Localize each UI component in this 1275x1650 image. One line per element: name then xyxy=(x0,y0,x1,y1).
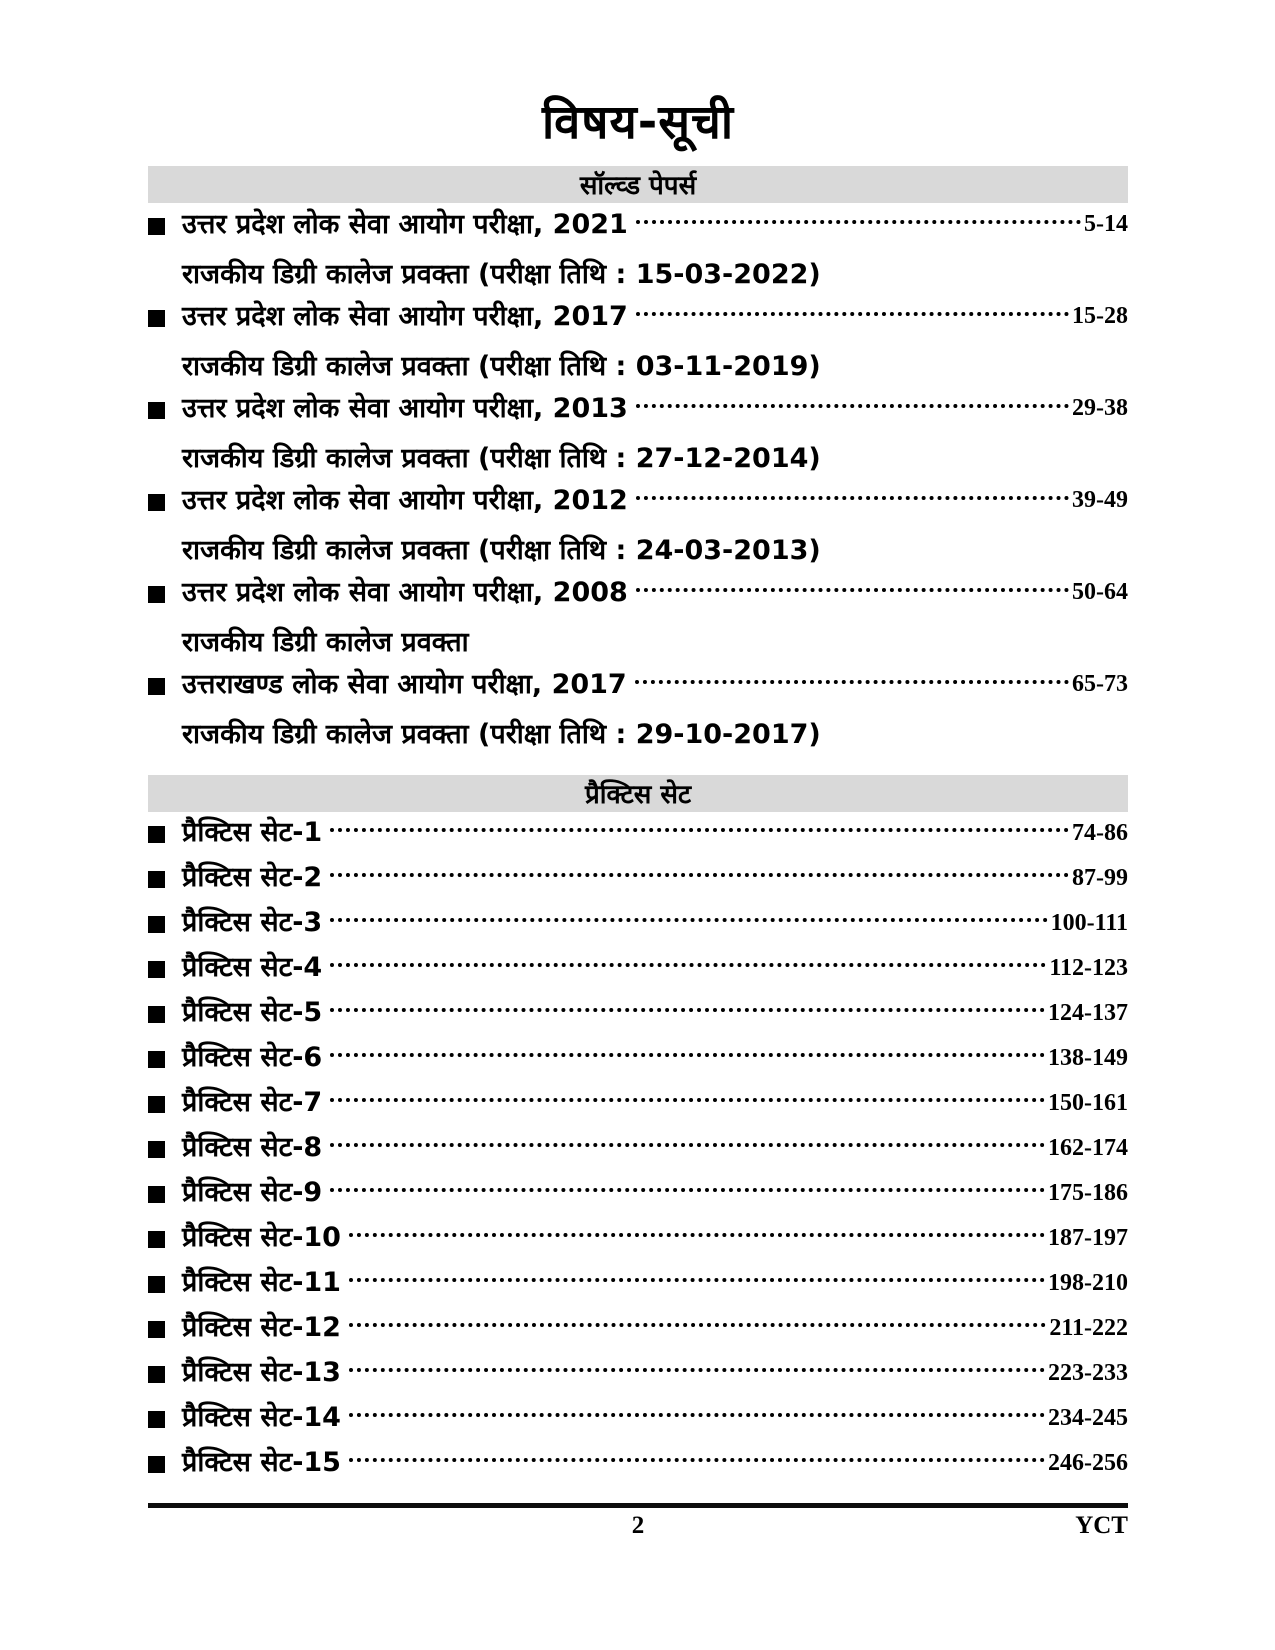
section-heading-banner xyxy=(148,775,1128,812)
toc-entry-main-row xyxy=(148,1262,1128,1307)
entry-page-range: 15-28 xyxy=(1072,303,1128,330)
entry-title: प्रैक्टिस सेट-1 xyxy=(182,817,323,849)
toc-entry xyxy=(148,1397,1128,1442)
toc-entry xyxy=(148,203,1128,295)
toc-entry xyxy=(148,1172,1128,1217)
dotted-leader xyxy=(330,1008,1045,1012)
bullet-square-icon xyxy=(148,218,165,235)
dotted-leader xyxy=(349,1368,1045,1372)
toc-sections xyxy=(148,166,1128,1487)
toc-entry-main-row xyxy=(148,1217,1128,1262)
dotted-leader xyxy=(636,312,1069,316)
entry-page-range: 74-86 xyxy=(1072,819,1128,846)
entry-title: प्रैक्टिस सेट-8 xyxy=(182,1132,323,1164)
entry-page-range: 162-174 xyxy=(1048,1134,1128,1161)
toc-entry-main-row xyxy=(148,992,1128,1037)
dotted-leader xyxy=(330,963,1046,967)
entry-title: उत्तर प्रदेश लोक सेवा आयोग परीक्षा, 2008 xyxy=(182,576,628,608)
toc-entry-main-row xyxy=(148,1442,1128,1487)
bullet-square-icon xyxy=(148,916,165,933)
bullet-square-icon xyxy=(148,494,165,511)
section-heading: प्रैक्टिस सेट xyxy=(584,779,692,810)
toc-content xyxy=(148,0,1128,1552)
toc-entry xyxy=(148,1217,1128,1262)
entry-page-range: 87-99 xyxy=(1072,864,1128,891)
entry-title: प्रैक्टिस सेट-11 xyxy=(182,1267,341,1299)
bullet-square-icon xyxy=(148,1321,165,1338)
bullet-square-icon xyxy=(148,1186,165,1203)
dotted-leader xyxy=(330,1098,1045,1102)
entry-title: उत्तर प्रदेश लोक सेवा आयोग परीक्षा, 2017 xyxy=(182,300,628,332)
bullet-square-icon xyxy=(148,826,165,843)
dotted-leader xyxy=(636,404,1069,408)
bullet-square-icon xyxy=(148,871,165,888)
section-heading-banner xyxy=(148,166,1128,203)
entry-title: उत्तर प्रदेश लोक सेवा आयोग परीक्षा, 2013 xyxy=(182,392,628,424)
toc-entry xyxy=(148,1082,1128,1127)
toc-section xyxy=(148,166,1128,755)
entry-title: प्रैक्टिस सेट-10 xyxy=(182,1222,341,1254)
entry-page-range: 5-14 xyxy=(1084,211,1128,238)
section-entries xyxy=(148,812,1128,1487)
toc-entry xyxy=(148,479,1128,571)
dotted-leader xyxy=(635,680,1069,684)
dotted-leader xyxy=(330,918,1047,922)
entry-title: प्रैक्टिस सेट-4 xyxy=(182,952,323,984)
entry-title: प्रैक्टिस सेट-3 xyxy=(182,907,323,939)
entry-page-range: 234-245 xyxy=(1048,1404,1128,1431)
toc-entry-main-row xyxy=(148,1082,1128,1127)
toc-entry-main-row xyxy=(148,1172,1128,1217)
bullet-square-icon xyxy=(148,1051,165,1068)
toc-entry xyxy=(148,992,1128,1037)
toc-entry xyxy=(148,663,1128,755)
toc-entry-main-row xyxy=(148,479,1128,525)
bullet-square-icon xyxy=(148,1006,165,1023)
toc-section xyxy=(148,775,1128,1487)
toc-entry xyxy=(148,857,1128,902)
toc-entry xyxy=(148,1037,1128,1082)
toc-entry-main-row xyxy=(148,1037,1128,1082)
toc-entry xyxy=(148,1352,1128,1397)
toc-entry-main-row xyxy=(148,571,1128,617)
entry-subtitle: राजकीय डिग्री कालेज प्रवक्ता xyxy=(182,626,469,658)
dotted-leader xyxy=(636,220,1081,224)
dotted-leader xyxy=(636,496,1069,500)
toc-entry-main-row xyxy=(148,295,1128,341)
entry-page-range: 50-64 xyxy=(1072,579,1128,606)
bullet-square-icon xyxy=(148,310,165,327)
dotted-leader xyxy=(349,1323,1046,1327)
bullet-square-icon xyxy=(148,586,165,603)
entry-page-range: 223-233 xyxy=(1048,1359,1128,1386)
entry-subtitle: राजकीय डिग्री कालेज प्रवक्ता (परीक्षा तिथि : 24-03-2013) xyxy=(182,534,821,566)
dotted-leader xyxy=(349,1458,1045,1462)
entry-subtitle: राजकीय डिग्री कालेज प्रवक्ता (परीक्षा तिथि : 27-12-2014) xyxy=(182,442,821,474)
toc-entry xyxy=(148,1442,1128,1487)
bullet-square-icon xyxy=(148,1141,165,1158)
entry-title: प्रैक्टिस सेट-9 xyxy=(182,1177,323,1209)
toc-entry-main-row xyxy=(148,1352,1128,1397)
bullet-square-icon xyxy=(148,1096,165,1113)
footer-rule xyxy=(148,1503,1128,1508)
toc-entry-main-row xyxy=(148,902,1128,947)
toc-entry-main-row xyxy=(148,387,1128,433)
dotted-leader xyxy=(330,1143,1045,1147)
dotted-leader xyxy=(349,1278,1045,1282)
entry-page-range: 175-186 xyxy=(1048,1179,1128,1206)
entry-title: प्रैक्टिस सेट-13 xyxy=(182,1357,341,1389)
entry-title: प्रैक्टिस सेट-12 xyxy=(182,1312,341,1344)
entry-subtitle: राजकीय डिग्री कालेज प्रवक्ता (परीक्षा तिथि : 03-11-2019) xyxy=(182,350,821,382)
entry-title: उत्तर प्रदेश लोक सेवा आयोग परीक्षा, 2012 xyxy=(182,484,628,516)
dotted-leader xyxy=(330,873,1069,877)
entry-page-range: 187-197 xyxy=(1048,1224,1128,1251)
dotted-leader xyxy=(330,1188,1045,1192)
entry-title: उत्तराखण्ड लोक सेवा आयोग परीक्षा, 2017 xyxy=(182,668,627,700)
toc-entry-main-row xyxy=(148,203,1128,249)
toc-entry xyxy=(148,902,1128,947)
page-title: विषय-सूची xyxy=(541,95,735,150)
toc-entry xyxy=(148,387,1128,479)
toc-entry-main-row xyxy=(148,663,1128,709)
toc-entry xyxy=(148,947,1128,992)
section-heading: सॉल्व्ड पेपर्स xyxy=(579,170,697,201)
entry-page-range: 29-38 xyxy=(1072,395,1128,422)
bullet-square-icon xyxy=(148,1366,165,1383)
toc-entry xyxy=(148,1307,1128,1352)
toc-entry xyxy=(148,812,1128,857)
entry-title: प्रैक्टिस सेट-6 xyxy=(182,1042,323,1074)
toc-entry xyxy=(148,1262,1128,1307)
entry-title: प्रैक्टिस सेट-14 xyxy=(182,1402,341,1434)
entry-page-range: 100-111 xyxy=(1050,909,1128,936)
dotted-leader xyxy=(330,828,1069,832)
toc-entry-main-row xyxy=(148,1397,1128,1442)
entry-page-range: 246-256 xyxy=(1048,1449,1128,1476)
toc-entry-main-row xyxy=(148,1127,1128,1172)
bullet-square-icon xyxy=(148,1231,165,1248)
toc-entry-main-row xyxy=(148,1307,1128,1352)
toc-entry xyxy=(148,295,1128,387)
bullet-square-icon xyxy=(148,1456,165,1473)
dotted-leader xyxy=(349,1413,1045,1417)
toc-entry xyxy=(148,571,1128,663)
entry-page-range: 138-149 xyxy=(1048,1044,1128,1071)
entry-title: प्रैक्टिस सेट-15 xyxy=(182,1447,341,1479)
dotted-leader xyxy=(349,1233,1045,1237)
toc-entry xyxy=(148,1127,1128,1172)
bullet-square-icon xyxy=(148,1411,165,1428)
footer-brand: YCT xyxy=(1075,1512,1128,1540)
entry-page-range: 124-137 xyxy=(1048,999,1128,1026)
entry-subtitle: राजकीय डिग्री कालेज प्रवक्ता (परीक्षा तिथि : 29-10-2017) xyxy=(182,718,821,750)
section-entries xyxy=(148,203,1128,755)
entry-title: प्रैक्टिस सेट-7 xyxy=(182,1087,323,1119)
entry-subtitle: राजकीय डिग्री कालेज प्रवक्ता (परीक्षा तिथि : 15-03-2022) xyxy=(182,258,821,290)
entry-page-range: 211-222 xyxy=(1049,1314,1128,1341)
entry-title: प्रैक्टिस सेट-2 xyxy=(182,862,323,894)
bullet-square-icon xyxy=(148,1276,165,1293)
entry-title: प्रैक्टिस सेट-5 xyxy=(182,997,323,1029)
toc-entry-main-row xyxy=(148,857,1128,902)
dotted-leader xyxy=(636,588,1069,592)
footer xyxy=(148,1512,1128,1552)
toc-entry-main-row xyxy=(148,812,1128,857)
toc-entry-main-row xyxy=(148,947,1128,992)
bullet-square-icon xyxy=(148,402,165,419)
dotted-leader xyxy=(330,1053,1045,1057)
bullet-square-icon xyxy=(148,961,165,978)
bullet-square-icon xyxy=(148,678,165,695)
entry-page-range: 198-210 xyxy=(1048,1269,1128,1296)
entry-page-range: 150-161 xyxy=(1048,1089,1128,1116)
footer-page-number: 2 xyxy=(631,1512,645,1540)
entry-page-range: 39-49 xyxy=(1072,487,1128,514)
entry-title: उत्तर प्रदेश लोक सेवा आयोग परीक्षा, 2021 xyxy=(182,208,628,240)
entry-page-range: 65-73 xyxy=(1072,671,1128,698)
entry-page-range: 112-123 xyxy=(1049,954,1128,981)
